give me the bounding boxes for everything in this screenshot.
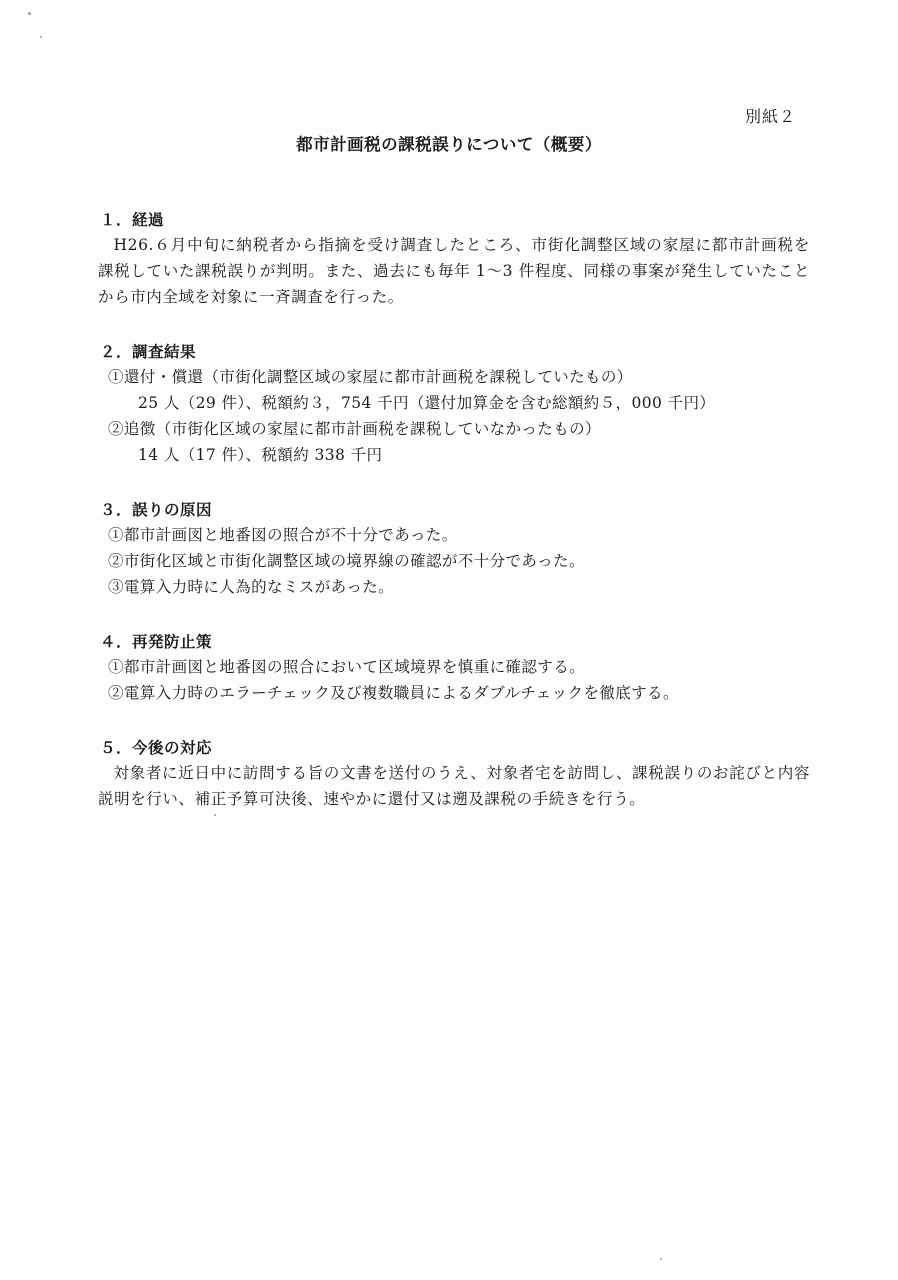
- cause-item: ①都市計画図と地番図の照合が不十分であった。: [108, 526, 458, 544]
- section-heading: ５．今後の対応: [100, 739, 213, 757]
- section-causes: [98, 498, 810, 600]
- prevention-item: ①都市計画図と地番図の照合において区域境界を慎重に確認する。: [108, 658, 586, 676]
- scan-speck: [40, 36, 42, 38]
- attachment-label: 別紙２: [744, 107, 796, 126]
- section-background: [98, 208, 810, 310]
- cause-item: ②市街化区域と市街化調整区域の境界線の確認が不十分であった。: [108, 552, 585, 570]
- scan-speck: [660, 1258, 662, 1260]
- cause-item: ③電算入力時に人為的なミスがあった。: [108, 578, 395, 596]
- document-body: [98, 208, 810, 842]
- section-heading: ２．調査結果: [100, 343, 197, 361]
- result-item-refund: ①還付・償還（市街化調整区域の家屋に都市計画税を課税していたもの）: [108, 368, 633, 386]
- result-detail-collection: 14 人（17 件）、税額約 338 千円: [138, 446, 383, 464]
- result-item-collection: ②追徴（市街化区域の家屋に都市計画税を課税していなかったもの）: [108, 420, 601, 438]
- scan-speck: [28, 12, 31, 15]
- section-paragraph: 対象者に近日中に訪問する旨の文書を送付のうえ、対象者宅を訪問し、課税誤りのお詫びと内容説明を行い、補正予算可決後、速やかに還付又は遡及課税の手続きを行う。: [98, 764, 810, 808]
- section-heading: ３．誤りの原因: [100, 501, 213, 519]
- prevention-item: ②電算入力時のエラーチェック及び複数職員によるダブルチェックを徹底する。: [108, 684, 679, 702]
- result-detail-refund: 25 人（29 件）、税額約３，754 千円（還付加算金を含む総額約５，000 千円）: [138, 394, 716, 412]
- section-future-response: [98, 736, 810, 812]
- section-investigation-results: [98, 340, 810, 468]
- section-prevention: [98, 630, 810, 706]
- section-heading: ４．再発防止策: [100, 633, 213, 651]
- section-paragraph: H26.６月中旬に納税者から指摘を受け調査したところ、市街化調整区域の家屋に都市計画税を課税していた課税誤りが判明。また、過去にも毎年 1～3 件程度、同様の事案が発生していたことから市内全域を対象に一斉調査を行った。: [98, 236, 810, 306]
- page-title: 都市計画税の課税誤りについて（概要）: [296, 135, 602, 154]
- section-heading: １．経過: [100, 211, 165, 229]
